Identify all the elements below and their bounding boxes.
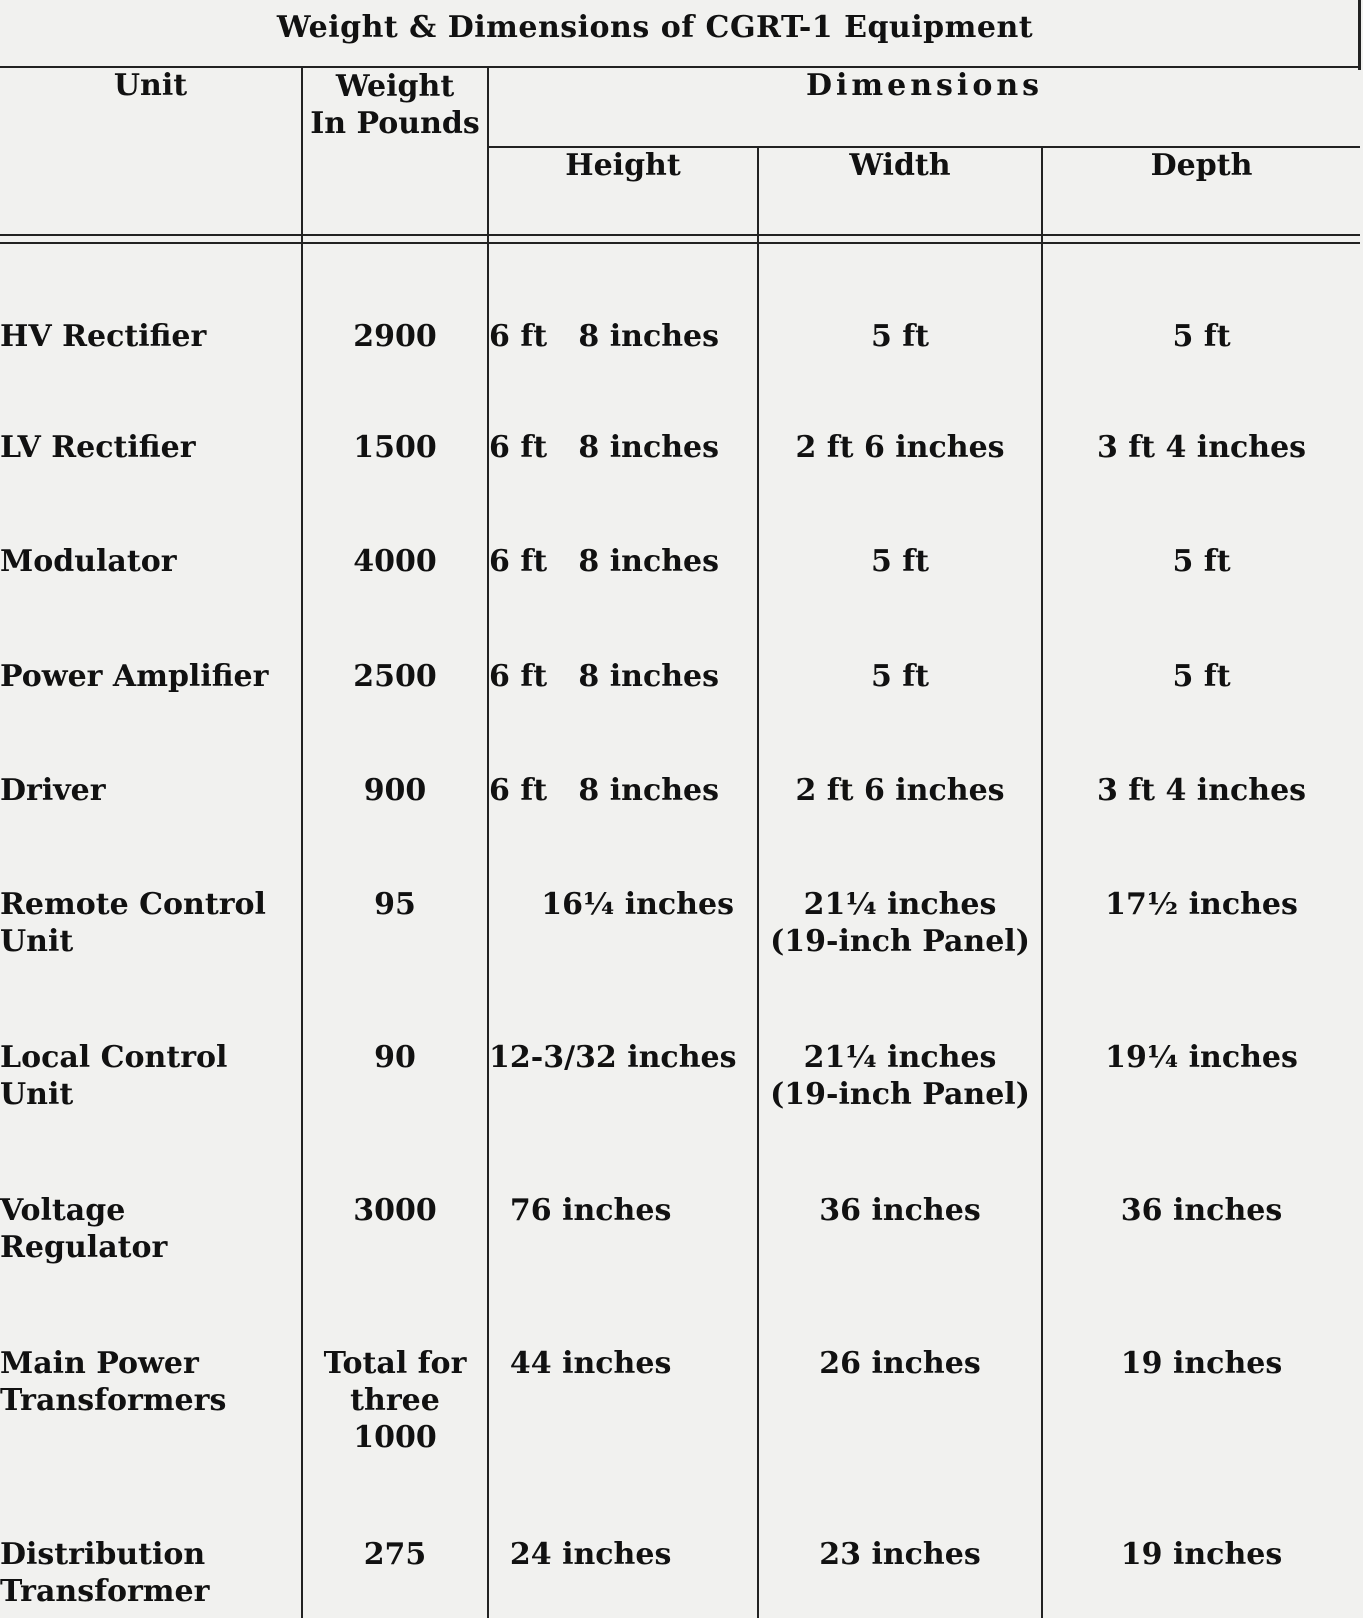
unit-cell-line: Voltage [0,1193,126,1229]
depth-cell-line: 17½ inches [1105,887,1298,923]
width-cell-line: 23 inches [819,1537,981,1573]
header-row [0,67,1360,147]
width-cell [758,1122,1042,1275]
header-weight [302,67,488,235]
table-row [0,1122,1360,1275]
weight-cell [302,473,488,588]
width-cell-line: 36 inches [819,1193,981,1229]
width-cell-line: (19-inch Panel) [770,1077,1030,1113]
weight-cell-line: 1500 [353,429,437,465]
depth-cell [1042,359,1360,474]
weight-cell [302,1122,488,1275]
header-unit: Unit [0,67,302,235]
weight-cell [302,243,488,359]
depth-cell-line: 36 inches [1120,1193,1283,1229]
weight-cell-line: 95 [374,887,416,923]
depth-cell-line: 5 ft [1172,319,1231,354]
width-cell [758,243,1042,359]
weight-cell-line: 90 [374,1040,416,1076]
header-width: Width [758,147,1042,235]
unit-cell-line: Distribution [0,1537,206,1573]
height-cell [488,588,758,702]
table-row [0,702,1360,817]
unit-cell-line: LV Rectifier [0,429,196,465]
unit-cell [0,359,302,474]
unit-cell-line: Regulator [0,1230,168,1266]
depth-cell-line: 19 inches [1120,1537,1283,1573]
table-row [0,969,1360,1122]
unit-cell [0,1275,302,1466]
height-cell-line: 24 inches [489,1537,672,1573]
weight-cell-line: 900 [363,772,427,808]
table-row [0,1275,1360,1466]
unit-cell-line: Modulator [0,544,177,580]
weight-cell [302,816,488,969]
header-height: Height [488,147,758,235]
table-row [0,1466,1360,1618]
height-cell [488,702,758,817]
table-row [0,243,1360,359]
depth-cell [1042,1275,1360,1466]
unit-cell-line: Driver [0,772,106,808]
depth-cell-line: 5 ft [1172,544,1231,580]
table-row [0,816,1360,969]
table-row [0,588,1360,702]
header-weight-line2: In Pounds [310,106,480,141]
depth-cell-line: 5 ft [1172,659,1231,694]
height-cell [488,359,758,474]
weight-cell [302,359,488,474]
height-cell [488,1275,758,1466]
depth-cell [1042,243,1360,359]
height-cell-line: 44 inches [489,1345,672,1381]
header-weight-line1: Weight [335,69,455,104]
width-cell-line: 2 ft 6 inches [795,772,1005,808]
depth-cell-line: 3 ft 4 inches [1096,429,1307,465]
depth-cell-line: 3 ft 4 inches [1096,772,1307,808]
width-cell-line: 26 inches [819,1345,981,1381]
width-cell [758,702,1042,817]
unit-cell-line: Unit [0,924,74,960]
width-cell-line: 2 ft 6 inches [795,429,1005,465]
height-cell-line: 6 ft 8 inches [489,429,719,465]
equipment-table [0,66,1360,1618]
width-cell-line: 5 ft [870,319,930,354]
header-separator [0,235,1360,243]
weight-cell-line: 2500 [353,659,437,694]
weight-cell [302,1466,488,1618]
depth-cell [1042,473,1360,588]
height-cell [488,1466,758,1618]
unit-cell-line: Local Control [0,1040,228,1076]
width-cell [758,1275,1042,1466]
height-cell-line: 16¼ inches [489,887,734,923]
height-cell-line: 6 ft 8 inches [489,544,719,580]
width-cell [758,588,1042,702]
width-cell [758,473,1042,588]
unit-cell-line: Power Amplifier [0,659,269,694]
unit-cell-line: Main Power [0,1345,199,1381]
height-cell [488,969,758,1122]
weight-cell-line: 4000 [353,544,437,580]
height-cell-line: 6 ft 8 inches [489,659,719,694]
unit-cell [0,816,302,969]
table-title: Weight & Dimensions of CGRT-1 Equipment [276,10,1034,45]
weight-cell-line: 3000 [353,1193,437,1229]
depth-cell [1042,969,1360,1122]
unit-cell-line: HV Rectifier [0,319,207,354]
height-cell [488,473,758,588]
height-cell-line: 6 ft 8 inches [489,772,719,808]
width-cell [758,359,1042,474]
table-row [0,359,1360,474]
header-dimensions: Dimensions [488,67,1360,147]
depth-cell-line: 19¼ inches [1105,1040,1298,1076]
depth-cell [1042,816,1360,969]
weight-cell-line: 1000 [353,1419,437,1455]
width-cell-line: 5 ft [870,544,930,580]
width-cell [758,816,1042,969]
unit-cell [0,473,302,588]
height-cell-line: 12-3/32 inches [489,1040,737,1076]
header-depth: Depth [1150,148,1253,183]
weight-cell-line: 275 [363,1537,427,1573]
unit-cell-line: Unit [0,1077,74,1113]
table-body [0,243,1360,1618]
page-edge-rule [1358,0,1361,70]
width-cell [758,1466,1042,1618]
table-row [0,473,1360,588]
unit-cell [0,1122,302,1275]
depth-cell [1042,1466,1360,1618]
unit-cell [0,969,302,1122]
unit-cell-line: Transformer [0,1574,210,1610]
width-cell-line: (19-inch Panel) [770,924,1030,960]
height-cell [488,1122,758,1275]
unit-cell-line: Transformers [0,1382,227,1418]
unit-cell [0,1466,302,1618]
height-cell-line: 76 inches [489,1193,672,1229]
unit-cell [0,243,302,359]
unit-cell [0,702,302,817]
unit-cell [0,588,302,702]
weight-cell [302,588,488,702]
width-cell [758,969,1042,1122]
unit-cell-line: Remote Control [0,887,266,923]
weight-cell [302,969,488,1122]
depth-cell-line: 19 inches [1120,1345,1283,1381]
weight-cell-line: 2900 [353,319,437,354]
width-cell-line: 5 ft [870,659,930,694]
width-cell-line: 21¼ inches [803,1040,997,1076]
depth-cell [1042,1122,1360,1275]
weight-cell [302,1275,488,1466]
height-cell [488,243,758,359]
depth-cell [1042,702,1360,817]
height-cell [488,816,758,969]
height-cell-line: 6 ft 8 inches [489,319,719,354]
weight-cell [302,702,488,817]
width-cell-line: 21¼ inches [803,887,997,923]
depth-cell [1042,588,1360,702]
weight-cell-line: three [350,1382,440,1418]
weight-cell-line: Total for [323,1345,467,1381]
